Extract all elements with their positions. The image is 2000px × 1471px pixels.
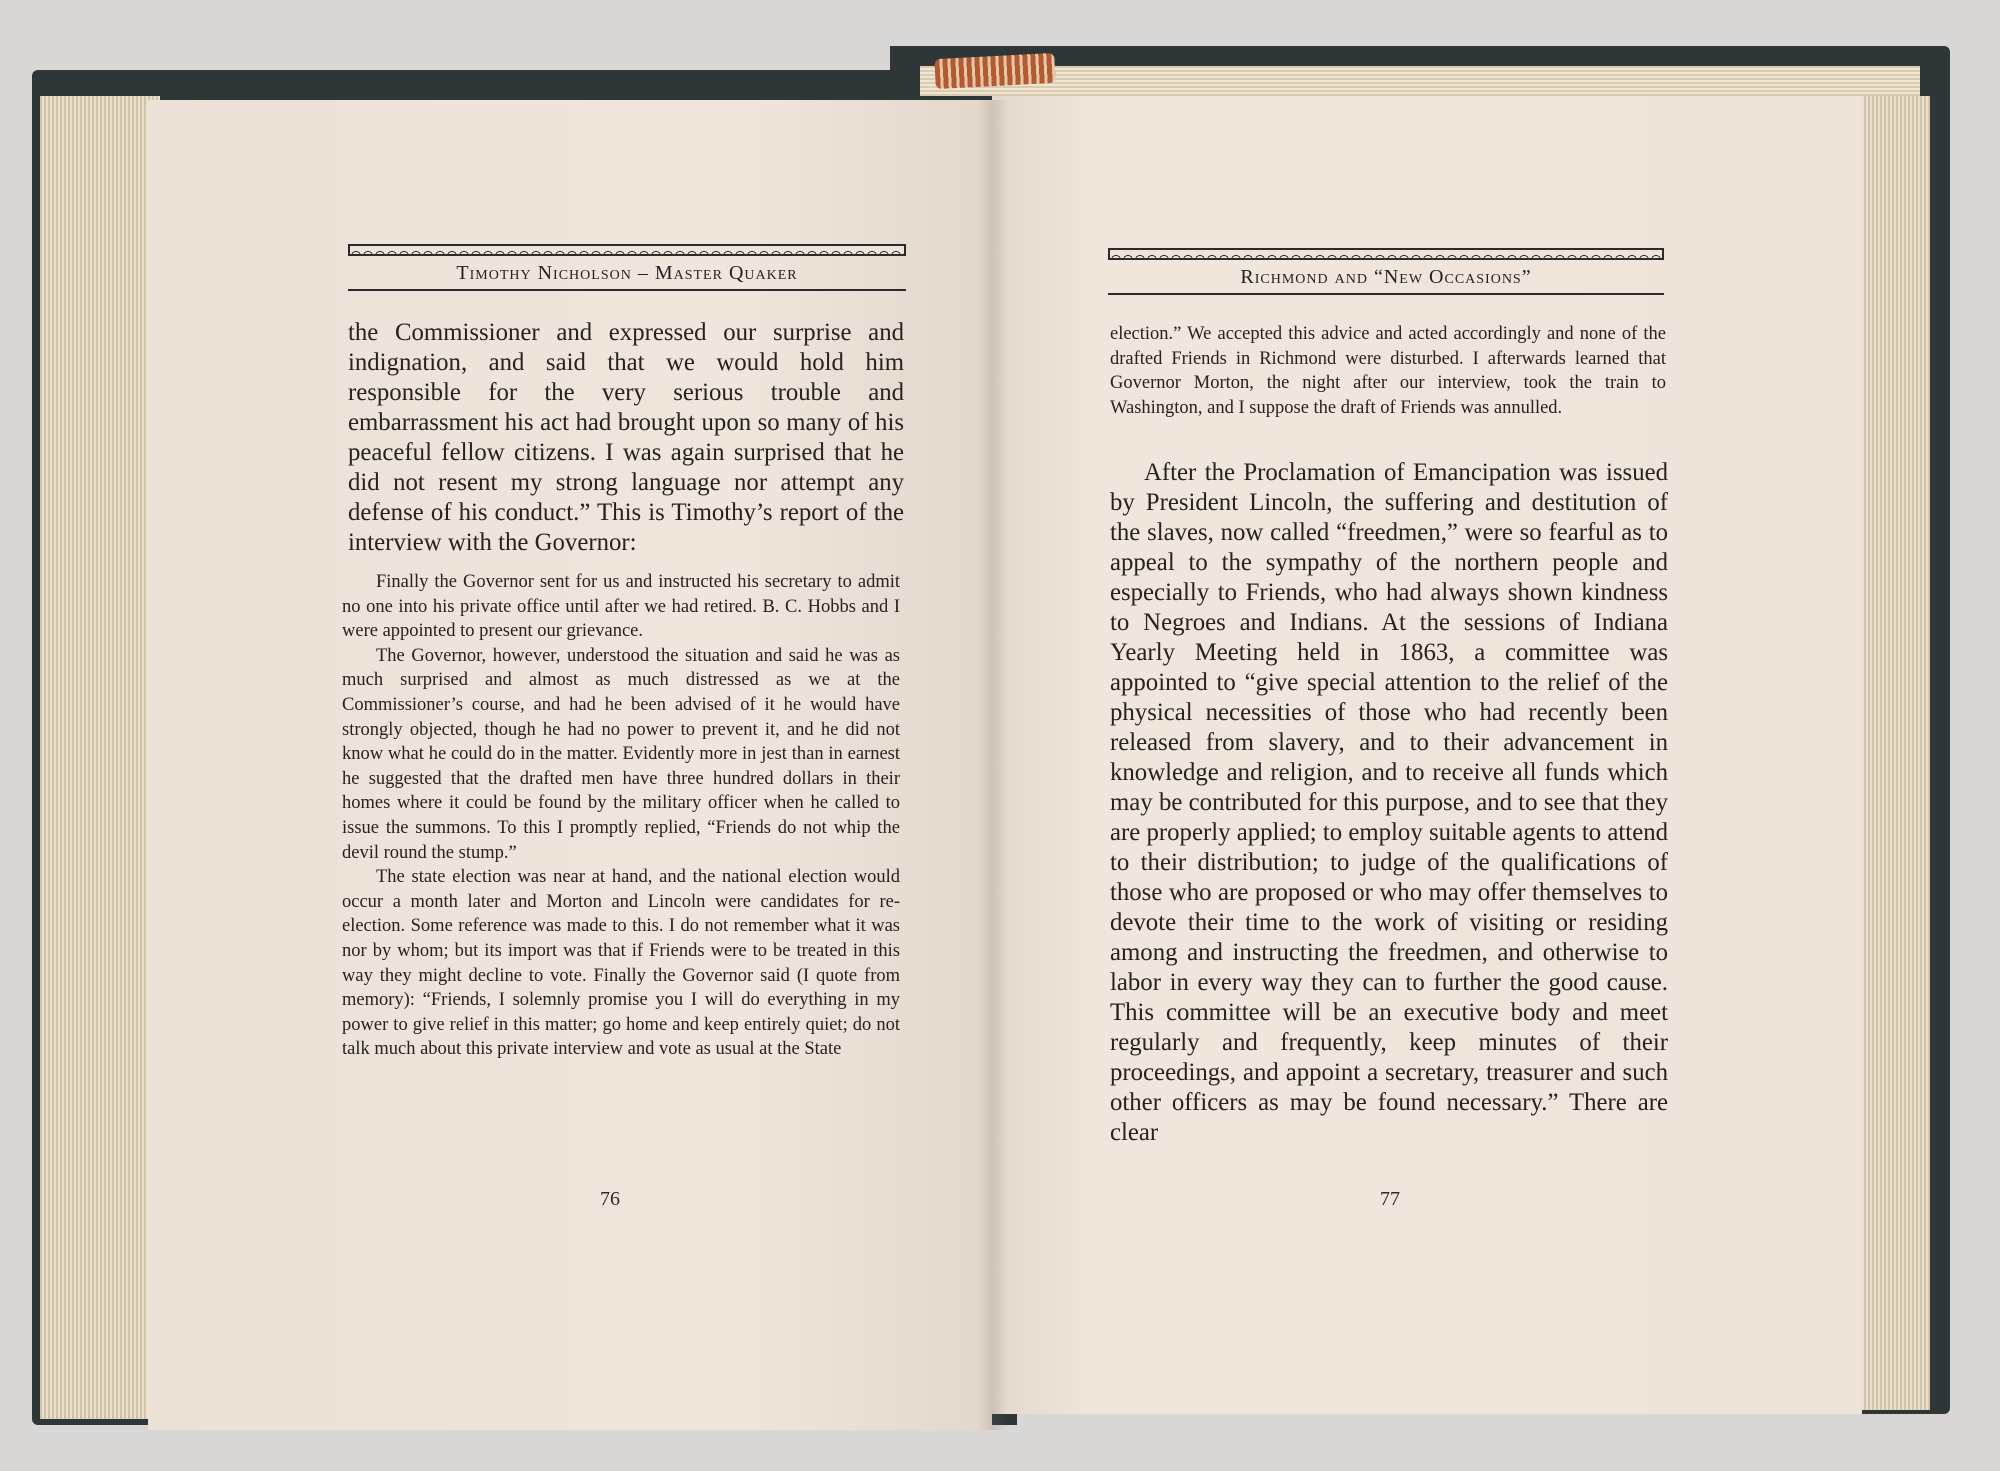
left-running-head: Timothy Nicholson – Master Quaker <box>348 256 906 291</box>
left-body-paragraph: the Commissioner and expressed our surprise and indignation, and said that we would hold him responsible for the very serious trouble and embarrassment his act had brought upon so many of his peaceful fellow citizens. I was again surprised that he did not resent my strong language nor attempt any defense of his conduct.” This is Timothy’s report of the interview with the Governor: <box>348 319 904 556</box>
page-edges-top <box>920 66 1920 96</box>
right-header <box>1108 248 1664 295</box>
left-header <box>348 244 906 291</box>
right-running-head: Richmond and “New Occasions” <box>1108 260 1664 295</box>
page-edges-left <box>40 96 160 1419</box>
gutter-shadow <box>978 100 1008 1430</box>
right-page-number: 77 <box>1380 1188 1400 1210</box>
header-ornament <box>1108 248 1664 260</box>
right-body-text <box>1110 458 1668 1148</box>
left-page-number: 76 <box>600 1188 620 1210</box>
quote-paragraph-1: Finally the Governor sent for us and instructed his secretary to admit no one into his private office until after we had retired. B. C. Hobbs and I were appointed to present our grievance. <box>342 572 900 642</box>
page-edges-right <box>1858 96 1930 1410</box>
quote-paragraph-3: The state election was near at hand, and the national election would occur a month later and Morton and Lincoln were candidates for re-election. Some reference was made to this. I do not remember what it was nor by whom; but its import was that if Friends were to be treated in this way they might decline to vote. Finally the Governor said (I quote from memory): “Friends, I solemnly promise you I will do everything in my power to give relief in this matter; go home and keep entirely quiet; do not talk much about this private interview and vote as usual at the State <box>342 867 900 1060</box>
left-body-text <box>348 318 904 558</box>
left-quote-block <box>342 570 900 1062</box>
header-ornament <box>348 244 906 256</box>
right-quote-block <box>1110 322 1666 420</box>
right-quote-paragraph: election.” We accepted this advice and acted accordingly and none of the drafted Friends in Richmond were disturbed. I afterwards learned that Governor Morton, the night after our interview, took the train to Washington, and I suppose the draft of Friends was annulled. <box>1110 324 1666 418</box>
headband <box>934 53 1055 89</box>
quote-paragraph-2: The Governor, however, understood the situation and said he was as much surprised and almost as much distressed as we at the Commissioner’s course, and had he been advised of it he would have strongly objected, though he had no power to prevent it, and he did not know what he could do in the matter. Evidently more in jest than in earnest he suggested that the drafted men have three hundred dollars in their homes where it could be found by the military officer when he called to issue the summons. To this I promptly replied, “Friends do not whip the devil round the stump.” <box>342 645 900 863</box>
right-body-paragraph: After the Proclamation of Emancipation was issued by President Lincoln, the suffering and destitution of the slaves, now called “freedmen,” were so fearful as to appeal to the sympathy of the northern people and especially to Friends, who had always shown kindness to Negroes and Indians. At the sessions of Indiana Yearly Meeting held in 1863, a committee was appointed to “give special attention to the relief of the physical necessities of those who had recently been released from slavery, and to their advancement in knowledge and religion, and to receive all funds which may be contributed for this purpose, and to see that they are properly applied; to employ suitable agents to attend to their distribution; to judge of the qualifications of those who are proposed or who may offer themselves to devote their time to the work of visiting or residing among and instructing the freedmen, and otherwise to labor in every way they can to further the good cause. This committee will be an executive body and meet regularly and frequently, keep minutes of their proceedings, and appoint a secretary, treasurer and such other officers as may be found necessary.” There are clear <box>1110 459 1668 1146</box>
